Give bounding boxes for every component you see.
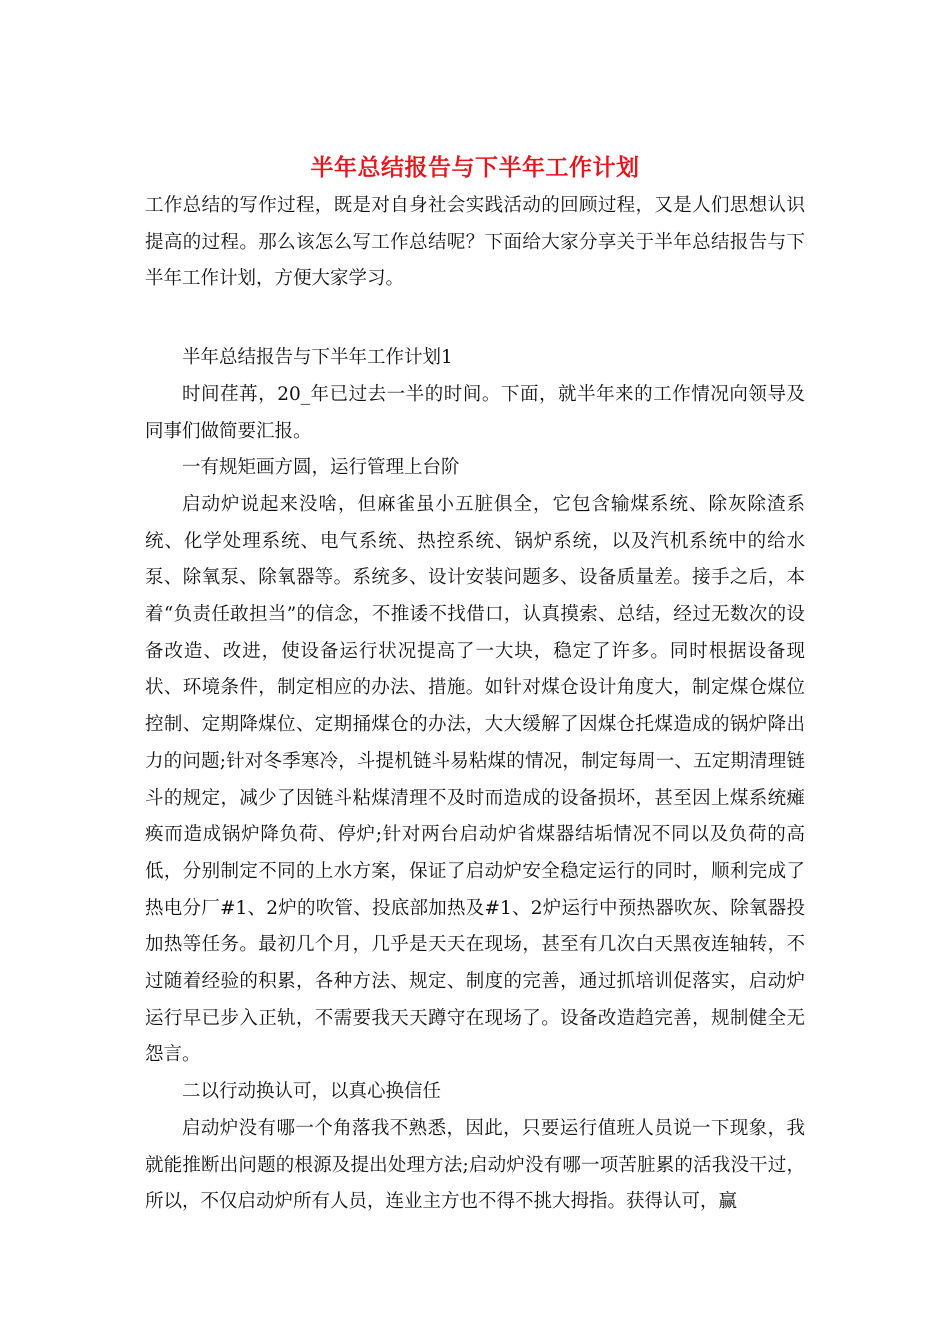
heading-2: 二以行动换认可，以真心换信任 <box>182 1081 442 1103</box>
document-title: 半年总结报告与下半年工作计划 <box>310 154 640 181</box>
paragraph-3: 启动炉没有哪一个角落我不熟悉，因此，只要运行值班人员说一下现象，我就能推断出问题的根源及提出处理方法;启动炉没有哪一项苦脏累的活我没干过，所以，不仅启动炉所有人员，连业主方也不得不挑大拇指。获得认可，赢 <box>145 1117 805 1213</box>
document-page <box>145 148 805 1221</box>
paragraph-1: 时间荏苒，20_年已过去一半的时间。下面，就半年来的工作情况向领导及同事们做简要汇报。 <box>145 383 805 442</box>
intro-paragraph: 工作总结的写作过程，既是对自身社会实践活动的回顾过程，又是人们思想认识提高的过程。那么该怎么写工作总结呢？下面给大家分享关于半年总结报告与下半年工作计划，方便大家学习。 <box>145 195 805 290</box>
paragraph-2: 启动炉说起来没啥，但麻雀虽小五脏俱全，它包含输煤系统、除灰除渣系统、化学处理系统、电气系统、热控系统、锅炉系统，以及汽机系统中的给水泵、除氧泵、除氧器等。系统多、设计安装问题多、设备质量差。接手之后，本着“负责任敢担当”的信念，不推诿不找借口，认真摸索、总结，经过无数次的设备改造、改进，使设备运行状况提高了一大块，稳定了许多。同时根据设备现状、环境条件，制定相应的办法、措施。如针对煤仓设计角度大，制定煤仓煤位控制、定期降煤位、定期捅煤仓的办法，大大缓解了因煤仓托煤造成的锅炉降出力的问题;针对冬季寒冷，斗提机链斗易粘煤的情况，制定每周一、五定期清理链斗的规定，减少了因链斗粘煤清理不及时而造成的设备损坏，甚至因上煤系统瘫痪而造成锅炉降负荷、停炉;针对两台启动炉省煤器结垢情况不同以及负荷的高低，分别制定不同的上水方案，保证了启动炉安全稳定运行的同时，顺利完成了热电分厂#1、2炉的吹管、投底部加热及#1、2炉运行中预热器吹灰、除氧器投加热等任务。最初几个月，几乎是天天在现场，甚至有几次白天黑夜连轴转，不过随着经验的积累，各种方法、规定、制度的完善，通过抓培训促落实，启动炉运行早已步入正轨，不需要我天天蹲守在现场了。设备改造趋完善，规制健全无怨言。 <box>145 493 805 1066</box>
heading-1: 一有规矩画方圆，运行管理上台阶 <box>182 457 460 479</box>
paragraph-gap <box>145 298 805 340</box>
section-title: 半年总结报告与下半年工作计划1 <box>182 347 453 369</box>
